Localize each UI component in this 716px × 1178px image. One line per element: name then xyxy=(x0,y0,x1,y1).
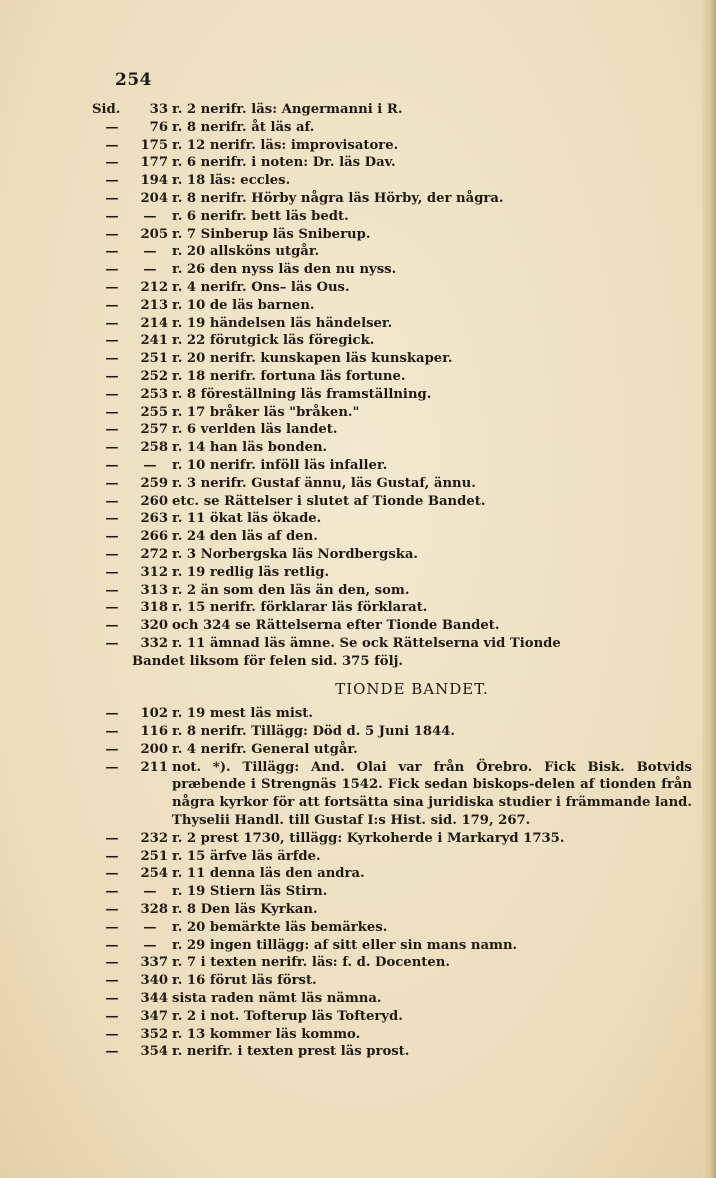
errata-label: — xyxy=(105,635,119,651)
errata-row xyxy=(92,137,692,155)
errata-row xyxy=(92,475,692,493)
errata-label: — xyxy=(105,991,119,1007)
errata-page: 347 xyxy=(140,1008,168,1024)
errata-page: 76 xyxy=(149,119,168,135)
errata-page: 344 xyxy=(140,991,168,1007)
errata-page: 313 xyxy=(140,582,168,598)
errata-label: — xyxy=(105,404,119,420)
errata-page: 205 xyxy=(140,226,168,242)
errata-text: r. 3 nerifr. Gustaf ännu, läs Gustaf, ännu. xyxy=(172,475,476,491)
errata-text: r. 15 nerifr. förklarar läs förklarat. xyxy=(172,600,428,616)
errata-page: 175 xyxy=(140,137,168,153)
errata-page: 33 xyxy=(149,102,168,117)
errata-text: r. 11 denna läs den andra. xyxy=(172,866,365,882)
errata-row xyxy=(92,582,692,600)
errata-page: 258 xyxy=(140,440,168,456)
page-edge xyxy=(702,0,716,1178)
errata-page: 328 xyxy=(140,902,168,918)
errata-text: r. 10 de läs barnen. xyxy=(172,297,315,313)
errata-page: 251 xyxy=(140,848,168,864)
errata-text: r. 4 nerifr. General utgår. xyxy=(172,741,358,757)
errata-label: — xyxy=(105,1026,119,1042)
errata-label: — xyxy=(105,155,119,171)
errata-text: r. 4 nerifr. Ons– läs Ous. xyxy=(172,279,350,295)
errata-row xyxy=(92,937,692,955)
errata-label: — xyxy=(105,902,119,918)
errata-label: — xyxy=(105,618,119,634)
errata-page: 116 xyxy=(140,724,168,740)
errata-page: 257 xyxy=(140,422,168,438)
errata-row xyxy=(92,172,692,190)
errata-label: — xyxy=(105,706,119,722)
errata-page: 253 xyxy=(140,386,168,402)
errata-label: — xyxy=(105,1008,119,1024)
errata-label: — xyxy=(105,386,119,402)
errata-text: r. 20 nerifr. kunskapen läs kunskaper. xyxy=(172,351,453,367)
errata-label: — xyxy=(105,368,119,384)
errata-label: — xyxy=(105,759,119,775)
errata-page: 232 xyxy=(140,830,168,846)
errata-text: r. 16 förut läs först. xyxy=(172,973,317,989)
errata-row xyxy=(92,315,692,333)
errata-page: 340 xyxy=(140,973,168,989)
errata-row xyxy=(92,101,692,119)
errata-part-2a xyxy=(92,705,692,758)
errata-part-1 xyxy=(92,101,692,635)
errata-label: — xyxy=(105,529,119,545)
errata-page: 318 xyxy=(140,600,168,616)
errata-text: r. 11 ökat läs ökade. xyxy=(172,511,322,527)
errata-row xyxy=(92,528,692,546)
errata-page: 332 xyxy=(140,635,168,651)
errata-text: etc. se Rättelser i slutet af Tionde Bandet. xyxy=(172,493,486,509)
errata-text: r. 6 verlden läs landet. xyxy=(172,422,338,438)
errata-row xyxy=(92,759,692,830)
errata-row xyxy=(92,741,692,759)
errata-page: 212 xyxy=(140,279,168,295)
errata-row xyxy=(92,386,692,404)
errata-page: 213 xyxy=(140,297,168,313)
errata-text: r. 20 bemärkte läs bemärkes. xyxy=(172,919,388,935)
errata-list xyxy=(92,101,692,1061)
errata-row xyxy=(92,883,692,901)
errata-page: 352 xyxy=(140,1026,168,1042)
errata-label: — xyxy=(105,262,119,278)
errata-label: — xyxy=(105,493,119,509)
errata-text: r. 7 Sinberup läs Sniberup. xyxy=(172,226,371,242)
errata-label: — xyxy=(105,208,119,224)
errata-row xyxy=(92,404,692,422)
section-heading: TIONDE BANDET. xyxy=(335,679,489,698)
errata-text: r. 6 nerifr. i noten: Dr. läs Dav. xyxy=(172,155,396,171)
errata-label: — xyxy=(105,119,119,135)
errata-text: r. 17 bråker läs "bråken." xyxy=(172,404,360,420)
errata-row xyxy=(92,332,692,350)
errata-row xyxy=(92,154,692,172)
errata-label: — xyxy=(105,279,119,295)
errata-label: — xyxy=(105,724,119,740)
errata-label: — xyxy=(105,884,119,900)
page-number: 254 xyxy=(115,70,152,90)
errata-label: — xyxy=(105,297,119,313)
errata-label: — xyxy=(105,333,119,349)
errata-page: — xyxy=(143,457,157,473)
errata-row xyxy=(92,848,692,866)
errata-page: 312 xyxy=(140,564,168,580)
errata-row xyxy=(92,564,692,582)
errata-label: — xyxy=(105,741,119,757)
errata-text: r. nerifr. i texten prest läs prost. xyxy=(172,1044,410,1060)
errata-continuation: Bandet liksom för felen sid. 375 följ. xyxy=(132,653,403,669)
errata-text: r. 11 ämnad läs ämne. Se ock Rättelserna vid Tionde xyxy=(172,635,561,651)
errata-row xyxy=(92,865,692,883)
errata-row xyxy=(92,1008,692,1026)
errata-label: Sid. xyxy=(92,102,121,117)
errata-text: r. 24 den läs af den. xyxy=(172,529,318,545)
errata-label: — xyxy=(105,244,119,260)
errata-page: 200 xyxy=(140,741,168,757)
errata-row xyxy=(92,261,692,279)
errata-text: r. 13 kommer läs kommo. xyxy=(172,1026,361,1042)
errata-text: not. *). Tillägg: And. Olai var från Örebro. Fick Bisk. Botvids præbende i Strengnäs 1542. Fick sedan biskops-delen af tionden från några kyrkor för att fortsätta sina juridiska studier i främmande land. Thyselii Handl. till Gustaf I:s Hist. sid. 179, 267. xyxy=(172,759,692,829)
errata-text: r. 8 nerifr. Tillägg: Död d. 5 Juni 1844. xyxy=(172,724,456,740)
errata-text: r. 10 nerifr. inföll läs infaller. xyxy=(172,457,388,473)
errata-text: r. 2 än som den läs än den, som. xyxy=(172,582,410,598)
errata-label: — xyxy=(105,457,119,473)
errata-page: 204 xyxy=(140,190,168,206)
errata-label: — xyxy=(105,546,119,562)
errata-label: — xyxy=(105,315,119,331)
errata-page: 266 xyxy=(140,529,168,545)
errata-label: — xyxy=(105,1044,119,1060)
errata-row xyxy=(92,954,692,972)
errata-label: — xyxy=(105,475,119,491)
errata-page: 254 xyxy=(140,866,168,882)
errata-text: r. 12 nerifr. läs: improvisatore. xyxy=(172,137,399,153)
errata-label: — xyxy=(105,848,119,864)
errata-row xyxy=(92,368,692,386)
errata-text: sista raden nämt läs nämna. xyxy=(172,991,382,1007)
errata-page: 354 xyxy=(140,1044,168,1060)
errata-page: 263 xyxy=(140,511,168,527)
errata-row xyxy=(92,546,692,564)
errata-row xyxy=(92,1026,692,1044)
errata-page: 260 xyxy=(140,493,168,509)
errata-page: 320 xyxy=(140,618,168,634)
errata-row xyxy=(92,297,692,315)
errata-row xyxy=(92,901,692,919)
errata-label: — xyxy=(105,866,119,882)
errata-label: — xyxy=(105,973,119,989)
errata-page: — xyxy=(143,884,157,900)
errata-text: r. 2 prest 1730, tillägg: Kyrkoherde i Markaryd 1735. xyxy=(172,830,565,846)
errata-label: — xyxy=(105,582,119,598)
errata-row xyxy=(92,617,692,635)
errata-text: r. 29 ingen tillägg: af sitt eller sin mans namn. xyxy=(172,937,518,953)
errata-page: — xyxy=(143,937,157,953)
errata-text: r. 19 Stiern läs Stirn. xyxy=(172,884,328,900)
errata-text: r. 19 mest läs mist. xyxy=(172,706,313,722)
errata-text: r. 18 läs: eccles. xyxy=(172,173,291,189)
errata-text: r. 6 nerifr. bett läs bedt. xyxy=(172,208,349,224)
errata-label: — xyxy=(105,190,119,206)
errata-row xyxy=(92,1043,692,1061)
errata-row xyxy=(92,421,692,439)
errata-row xyxy=(92,439,692,457)
errata-row xyxy=(92,723,692,741)
errata-text: r. 8 föreställning läs framställning. xyxy=(172,386,432,402)
errata-row xyxy=(92,972,692,990)
errata-page: — xyxy=(143,919,157,935)
errata-page: 255 xyxy=(140,404,168,420)
errata-label: — xyxy=(105,422,119,438)
errata-label: — xyxy=(105,173,119,189)
errata-text: r. 2 nerifr. läs: Angermanni i R. xyxy=(172,102,403,117)
errata-text: r. 8 nerifr. åt läs af. xyxy=(172,119,315,135)
errata-text: r. 26 den nyss läs den nu nyss. xyxy=(172,262,397,278)
errata-row xyxy=(92,635,692,653)
errata-text: r. 8 nerifr. Hörby några läs Hörby, der några. xyxy=(172,190,504,206)
errata-label: — xyxy=(105,226,119,242)
errata-label: — xyxy=(105,511,119,527)
errata-page: 337 xyxy=(140,955,168,971)
errata-page: 252 xyxy=(140,368,168,384)
errata-row xyxy=(92,990,692,1008)
errata-page: 194 xyxy=(140,173,168,189)
errata-label: — xyxy=(105,600,119,616)
errata-text: r. 19 händelsen läs händelser. xyxy=(172,315,393,331)
errata-page: 102 xyxy=(140,706,168,722)
errata-label: — xyxy=(105,564,119,580)
errata-label: — xyxy=(105,137,119,153)
errata-row xyxy=(92,119,692,137)
errata-text: r. 14 han läs bonden. xyxy=(172,440,328,456)
errata-label: — xyxy=(105,919,119,935)
errata-page: 259 xyxy=(140,475,168,491)
errata-row xyxy=(92,919,692,937)
errata-label: — xyxy=(105,955,119,971)
errata-text: r. 7 i texten nerifr. läs: f. d. Docenten. xyxy=(172,955,450,971)
errata-text: r. 18 nerifr. fortuna läs fortune. xyxy=(172,368,406,384)
errata-page: 214 xyxy=(140,315,168,331)
errata-row xyxy=(92,279,692,297)
errata-page: — xyxy=(143,208,157,224)
errata-text: r. 2 i not. Tofterup läs Tofteryd. xyxy=(172,1008,403,1024)
errata-text: r. 8 Den läs Kyrkan. xyxy=(172,902,318,918)
errata-page: 272 xyxy=(140,546,168,562)
errata-page: — xyxy=(143,262,157,278)
errata-page: 251 xyxy=(140,351,168,367)
errata-label: — xyxy=(105,830,119,846)
errata-row xyxy=(92,243,692,261)
errata-row xyxy=(92,457,692,475)
errata-row xyxy=(92,190,692,208)
errata-text: r. 20 allsköns utgår. xyxy=(172,244,320,260)
errata-page: 211 xyxy=(140,759,168,775)
errata-row xyxy=(92,226,692,244)
errata-row xyxy=(92,493,692,511)
errata-row xyxy=(92,350,692,368)
errata-text: och 324 se Rättelserna efter Tionde Bandet. xyxy=(172,618,500,634)
errata-row xyxy=(92,830,692,848)
errata-row xyxy=(92,705,692,723)
errata-text: r. 15 ärfve läs ärfde. xyxy=(172,848,321,864)
errata-row xyxy=(92,208,692,226)
errata-text: r. 3 Norbergska läs Nordbergska. xyxy=(172,546,419,562)
errata-page: 241 xyxy=(140,333,168,349)
errata-part-2b xyxy=(92,830,692,1061)
errata-label: — xyxy=(105,351,119,367)
errata-page: 177 xyxy=(140,155,168,171)
errata-label: — xyxy=(105,440,119,456)
errata-row xyxy=(92,510,692,528)
errata-row xyxy=(92,599,692,617)
errata-text: r. 22 förutgick läs föregick. xyxy=(172,333,375,349)
errata-label: — xyxy=(105,937,119,953)
errata-page: — xyxy=(143,244,157,260)
errata-text: r. 19 redlig läs retlig. xyxy=(172,564,330,580)
